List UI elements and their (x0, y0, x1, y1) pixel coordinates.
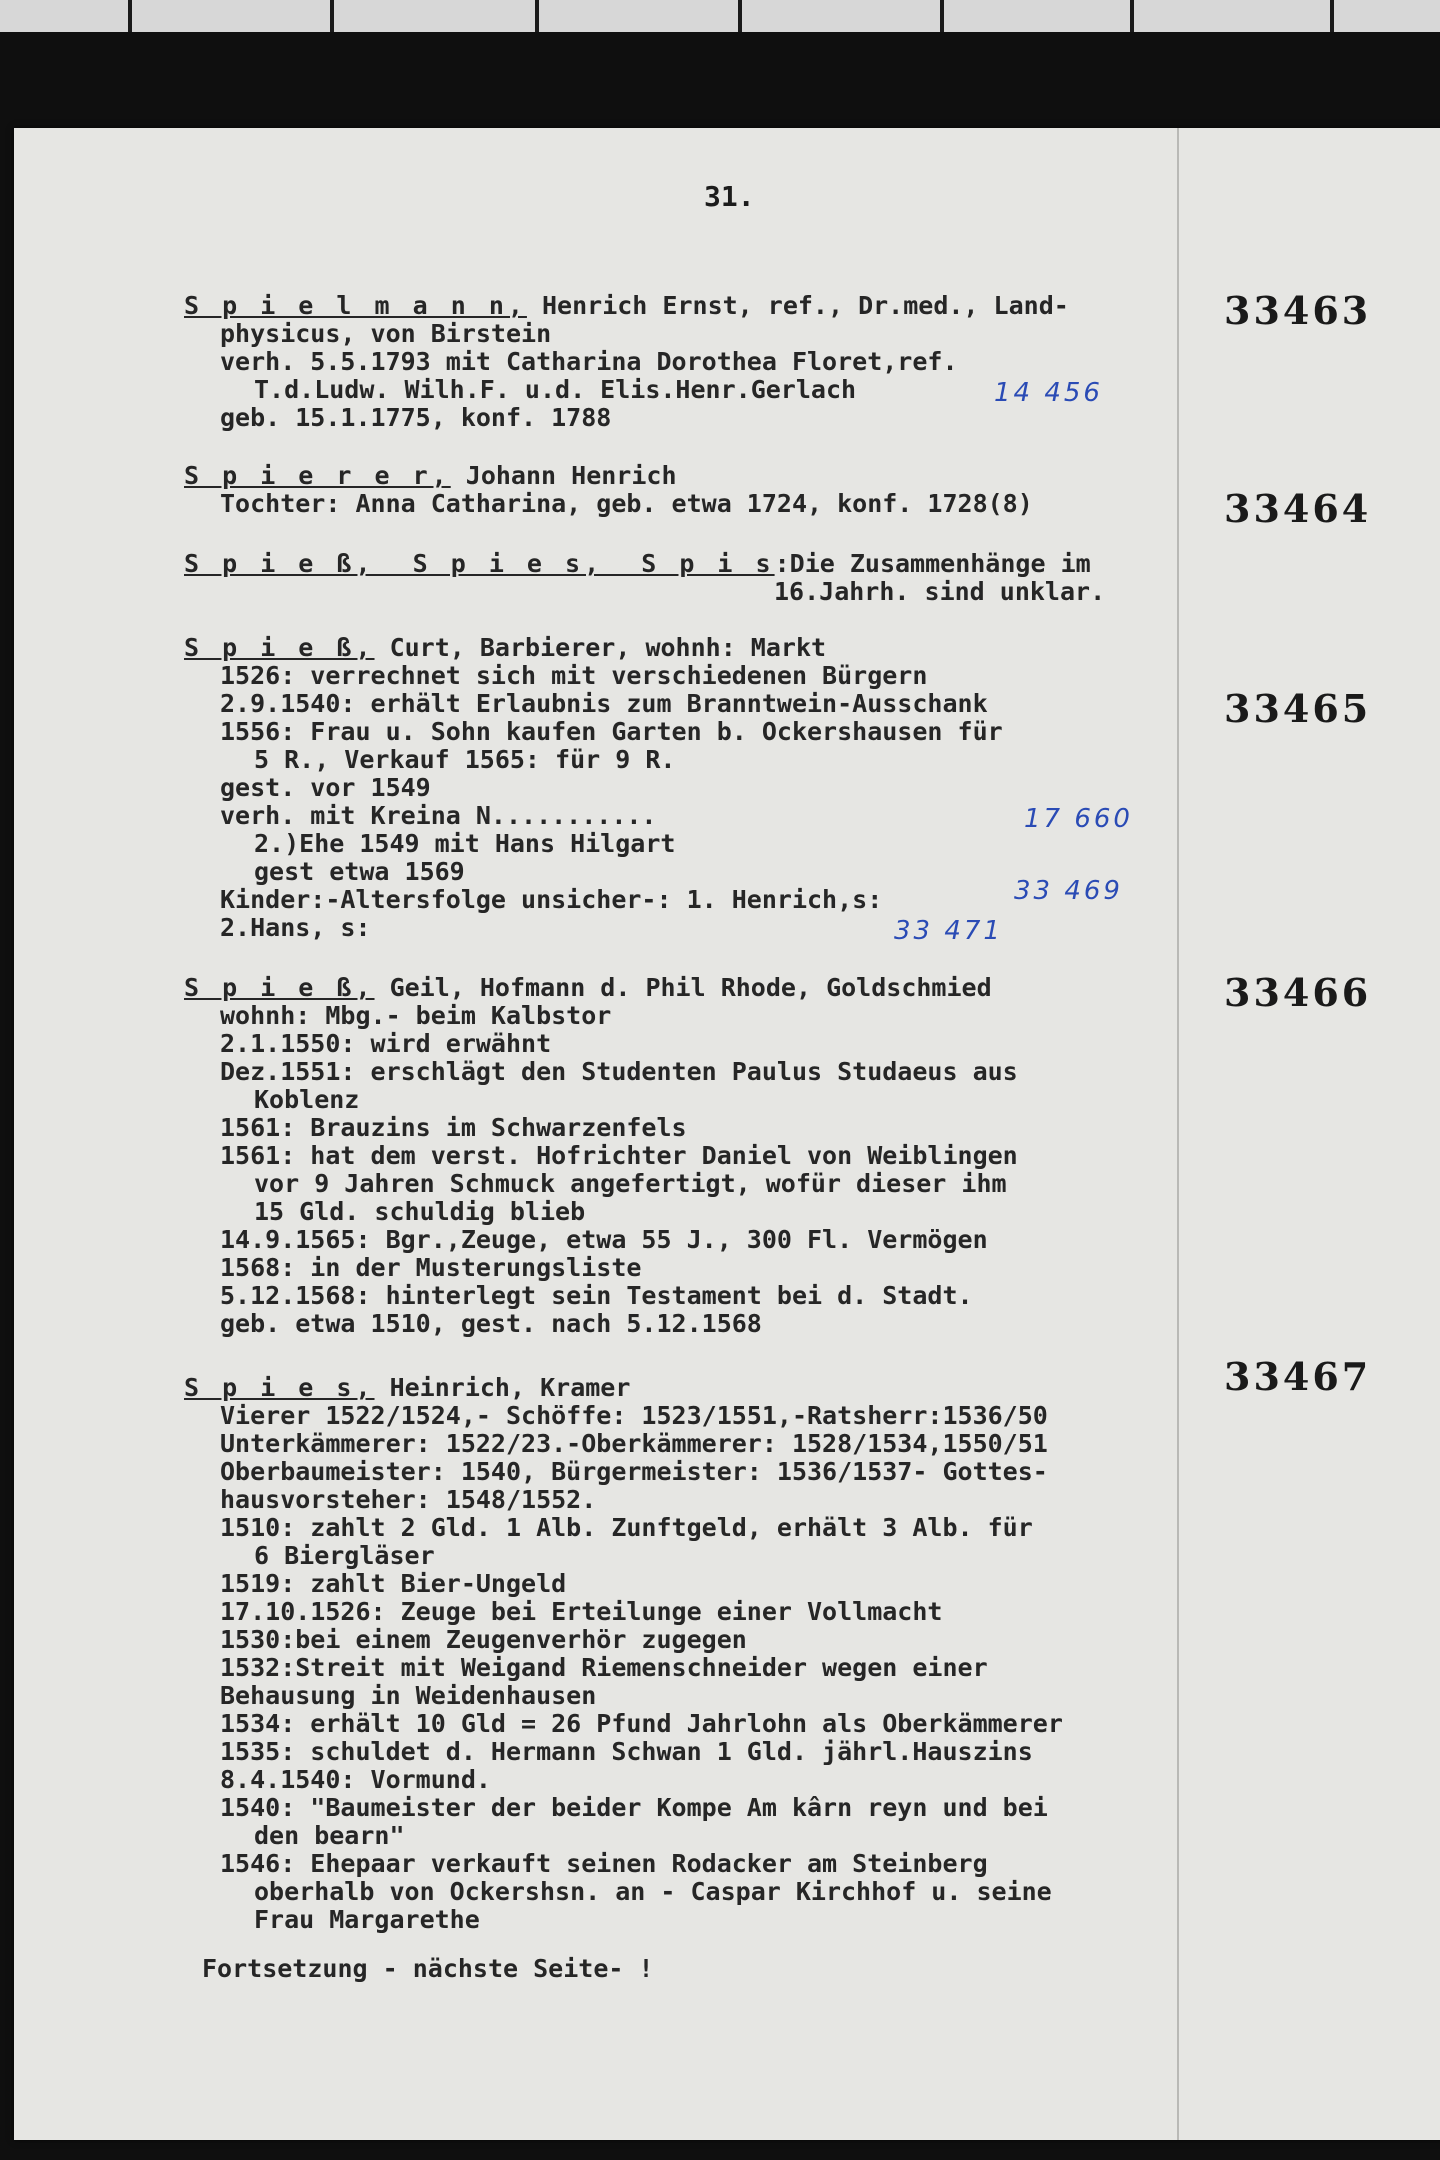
entry-line: 2.1.1550: wird erwähnt (220, 1029, 552, 1058)
entry-line: 1556: Frau u. Sohn kaufen Garten b. Ockershausen für (220, 717, 1003, 746)
entry-line: gest etwa 1569 (254, 857, 465, 886)
surname: S p i e s, (184, 1373, 375, 1402)
handwritten-annotation: 17 660 (1024, 804, 1133, 834)
entry-heading (184, 974, 1184, 1002)
reference-number: 33464 (1224, 486, 1372, 531)
surname: S p i e l m a n n, (184, 291, 527, 320)
entry-line: geb. 15.1.1775, konf. 1788 (220, 403, 612, 432)
film-divider (738, 0, 742, 32)
entry-spierer (184, 462, 1184, 518)
film-divider (1130, 0, 1134, 32)
entry-line: 1510: zahlt 2 Gld. 1 Alb. Zunftgeld, erhält 3 Alb. für (220, 1513, 1033, 1542)
entry-line: wohnh: Mbg.- beim Kalbstor (220, 1001, 612, 1030)
film-strip-top (0, 0, 1440, 32)
page-number: 31. (704, 180, 755, 213)
entry-line: gest. vor 1549 (220, 773, 431, 802)
entry-line: hausvorsteher: 1548/1552. (220, 1485, 597, 1514)
entry-line: 16.Jahrh. sind unklar. (774, 577, 1106, 606)
entry-spies-heinrich (184, 1374, 1184, 1934)
entry-line: Kinder:-Altersfolge unsicher-: 1. Henrich,s: (220, 885, 883, 914)
entry-heading (184, 634, 1184, 662)
continuation-footer: Fortsetzung - nächste Seite- ! (202, 1954, 654, 1983)
handwritten-annotation: 14 456 (994, 378, 1103, 408)
entry-line: verh. 5.5.1793 mit Catharina Dorothea Floret,ref. (220, 347, 958, 376)
entry-line: 8.4.1540: Vormund. (220, 1765, 491, 1794)
entry-line: 1561: hat dem verst. Hofrichter Daniel von Weiblingen (220, 1141, 1018, 1170)
entry-line: 1535: schuldet d. Hermann Schwan 1 Gld. jährl.Hauszins (220, 1737, 1033, 1766)
reference-number: 33465 (1224, 686, 1372, 731)
entry-line: Henrich Ernst, ref., Dr.med., Land- (542, 291, 1069, 320)
film-divider (128, 0, 132, 32)
entry-spiess-geil (184, 974, 1184, 1338)
entry-line: Vierer 1522/1524,- Schöffe: 1523/1551,-Ratsherr:1536/50 (220, 1401, 1048, 1430)
entry-spielmann (184, 292, 1184, 432)
entry-line: 2.Hans, s: (220, 913, 371, 942)
entry-line: 1519: zahlt Bier-Ungeld (220, 1569, 567, 1598)
surname: S p i e r e r, (184, 461, 451, 490)
entry-line: 15 Gld. schuldig blieb (254, 1197, 586, 1226)
entry-line: den bearn" (254, 1821, 405, 1850)
entry-heading (184, 550, 1184, 578)
entry-heading (184, 292, 1184, 320)
entry-line: physicus, von Birstein (220, 319, 552, 348)
entry-line: 5 R., Verkauf 1565: für 9 R. (254, 745, 676, 774)
entry-line: 5.12.1568: hinterlegt sein Testament bei d. Stadt. (220, 1281, 973, 1310)
entry-line: 1540: "Baumeister der beider Kompe Am kârn reyn und bei (220, 1793, 1048, 1822)
entry-line: 1568: in der Musterungsliste (220, 1253, 642, 1282)
entry-spiess-note (184, 550, 1184, 606)
entry-line: 1534: erhält 10 Gld = 26 Pfund Jahrlohn als Oberkämmerer (220, 1709, 1063, 1738)
entry-line: 1526: verrechnet sich mit verschiedenen Bürgern (220, 661, 928, 690)
surname: S p i e ß, (184, 633, 375, 662)
entry-line: Koblenz (254, 1085, 360, 1114)
entry-line: Curt, Barbierer, wohnh: Markt (389, 633, 827, 662)
entry-line: oberhalb von Ockershsn. an - Caspar Kirchhof u. seine (254, 1877, 1052, 1906)
film-divider (535, 0, 539, 32)
reference-number: 33466 (1224, 970, 1372, 1015)
entry-line: 2.)Ehe 1549 mit Hans Hilgart (254, 829, 676, 858)
entry-line: 1546: Ehepaar verkauft seinen Rodacker am Steinberg (220, 1849, 988, 1878)
entry-line: Geil, Hofmann d. Phil Rhode, Goldschmied (389, 973, 992, 1002)
entry-line: :Die Zusammenhänge im (774, 549, 1091, 578)
entry-heading (184, 462, 1184, 490)
entry-line: 1530:bei einem Zeugenverhör zugegen (220, 1625, 747, 1654)
reference-number: 33463 (1224, 288, 1372, 333)
entry-line: 14.9.1565: Bgr.,Zeuge, etwa 55 J., 300 Fl. Vermögen (220, 1225, 988, 1254)
entry-line: Tochter: Anna Catharina, geb. etwa 1724, konf. 1728(8) (220, 489, 1033, 518)
surname: S p i e ß, S p i e s, S p i s (184, 549, 775, 578)
surname: S p i e ß, (184, 973, 375, 1002)
entry-line: 1532:Streit mit Weigand Riemenschneider wegen einer (220, 1653, 988, 1682)
entry-line: Unterkämmerer: 1522/23.-Oberkämmerer: 1528/1534,1550/51 (220, 1429, 1048, 1458)
reference-number: 33467 (1224, 1354, 1372, 1399)
entry-line: Johann Henrich (465, 461, 677, 490)
entry-line: 1561: Brauzins im Schwarzenfels (220, 1113, 687, 1142)
entry-line: Dez.1551: erschlägt den Studenten Paulus Studaeus aus (220, 1057, 1018, 1086)
entry-line: 17.10.1526: Zeuge bei Erteilunge einer Vollmacht (220, 1597, 943, 1626)
entry-line: Behausung in Weidenhausen (220, 1681, 597, 1710)
entry-heading (184, 1374, 1184, 1402)
film-divider (940, 0, 944, 32)
film-divider (1330, 0, 1334, 32)
entry-line: 6 Biergläser (254, 1541, 435, 1570)
entry-line: Oberbaumeister: 1540, Bürgermeister: 1536/1537- Gottes- (220, 1457, 1048, 1486)
entry-line: 2.9.1540: erhält Erlaubnis zum Branntwein-Ausschank (220, 689, 988, 718)
handwritten-annotation: 33 469 (1014, 876, 1123, 906)
entry-line: verh. mit Kreina N........... (220, 801, 657, 830)
entry-line: vor 9 Jahren Schmuck angefertigt, wofür dieser ihm (254, 1169, 1007, 1198)
entry-line: T.d.Ludw. Wilh.F. u.d. Elis.Henr.Gerlach (254, 375, 857, 404)
handwritten-annotation: 33 471 (894, 916, 1003, 946)
entry-line: geb. etwa 1510, gest. nach 5.12.1568 (220, 1309, 762, 1338)
entry-line: Frau Margarethe (254, 1905, 480, 1934)
index-card (14, 128, 1440, 2140)
entry-line: Heinrich, Kramer (389, 1373, 631, 1402)
film-divider (330, 0, 334, 32)
